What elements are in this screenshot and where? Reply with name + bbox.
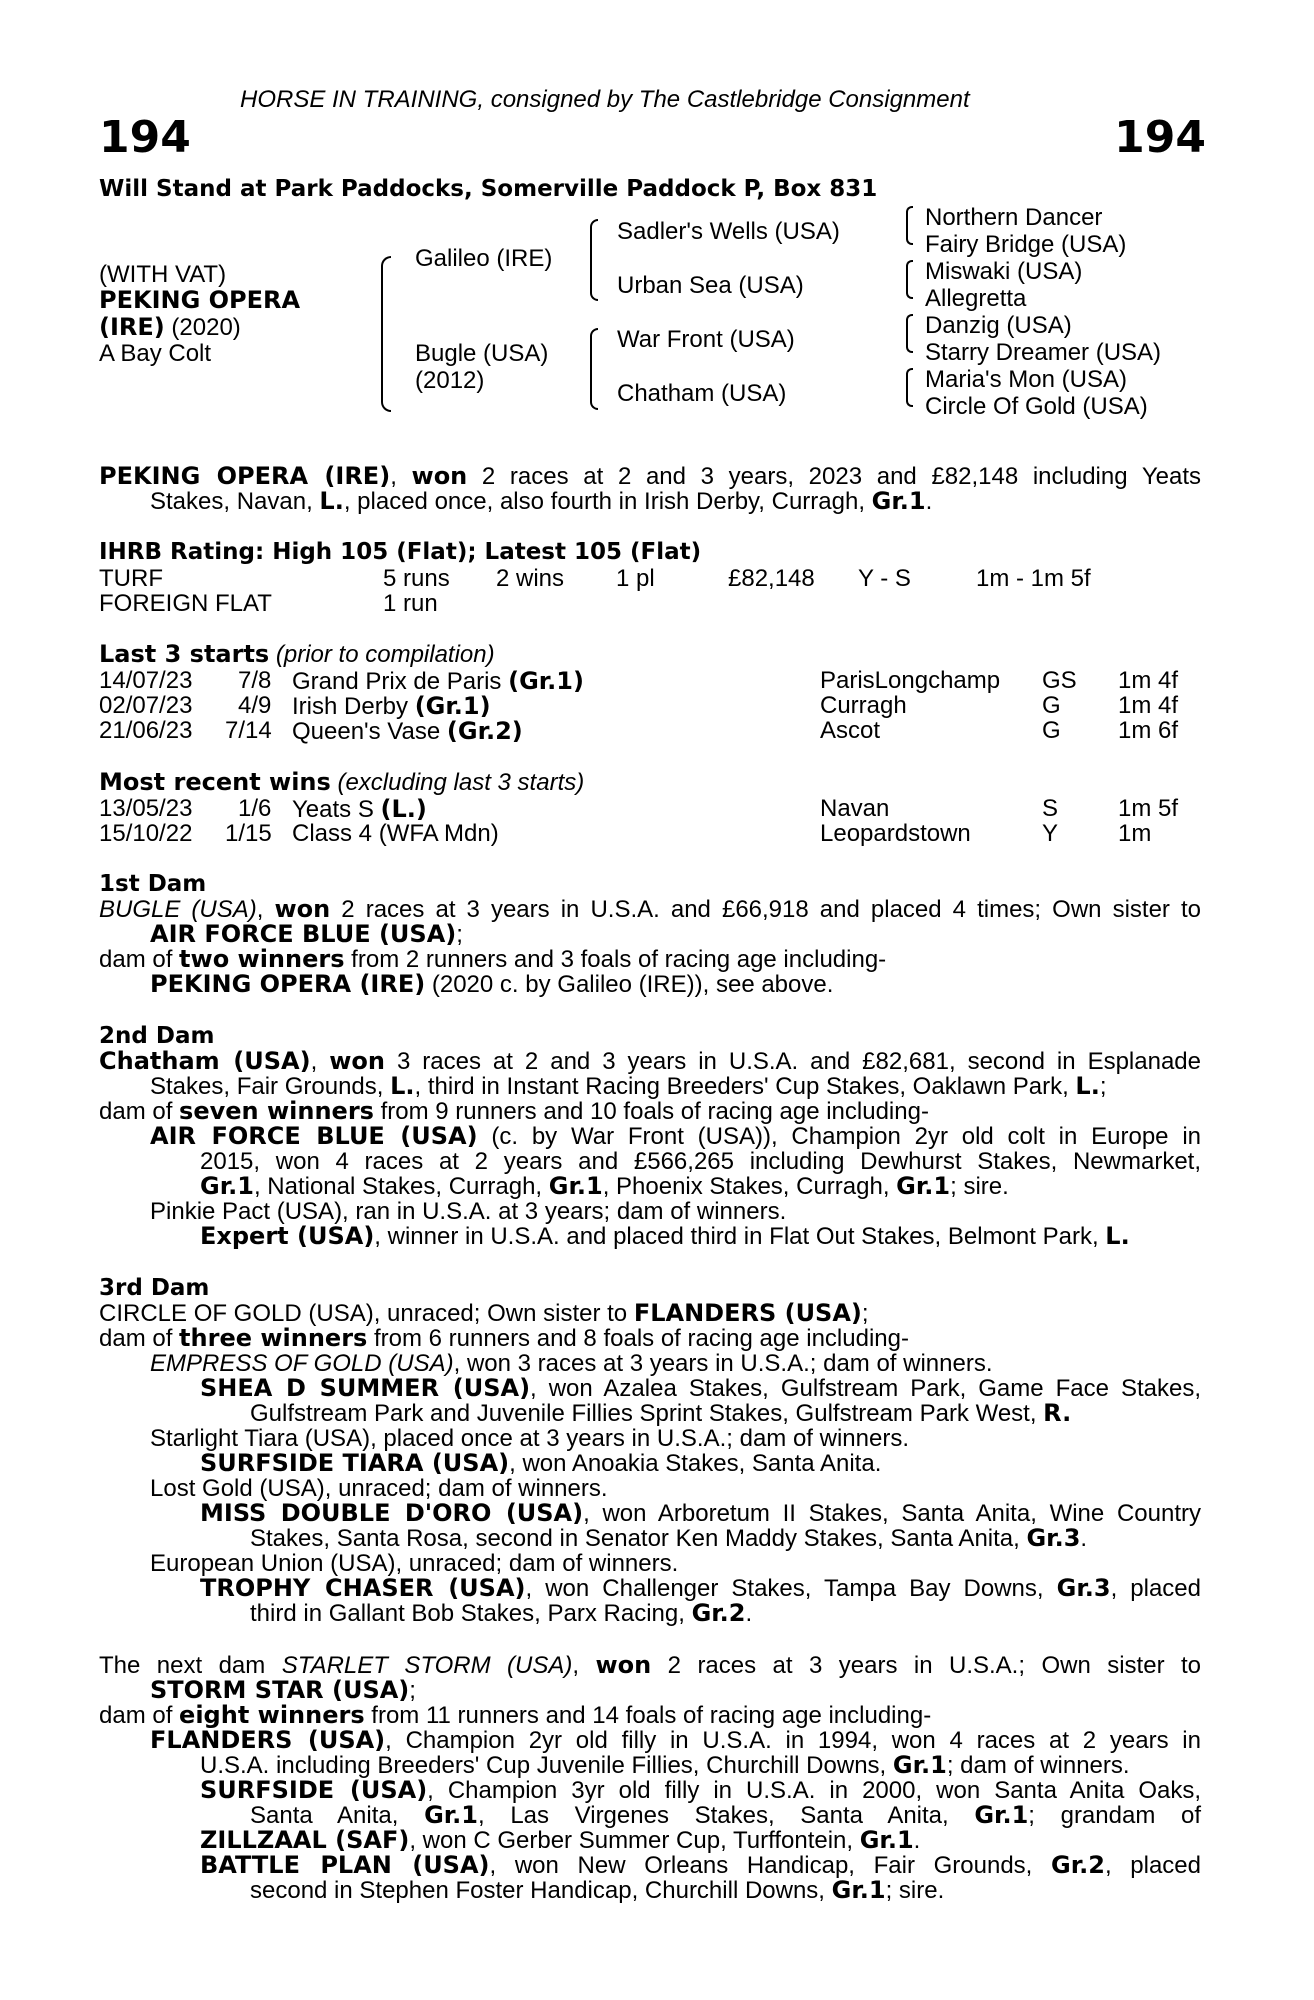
win-pos: 1/15	[225, 820, 272, 847]
dam3-line-10	[250, 1526, 1087, 1551]
rating-turf-wins: 2 wins	[496, 565, 565, 592]
dam1-line-3	[99, 947, 886, 972]
text: third in Gallant Bob Stakes, Parx Racing,	[250, 1600, 692, 1627]
rating-turf-going: Y - S	[858, 565, 911, 592]
winners-count: eight winners	[179, 1701, 365, 1729]
next-dam-line-2	[150, 1678, 416, 1703]
pedigree-gen3-7: Maria's Mon (USA)	[925, 366, 1127, 393]
next-dam-line-1	[99, 1653, 1201, 1678]
win-dist: 1m 5f	[1118, 795, 1179, 822]
rating-foreign-label: FOREIGN FLAT	[99, 590, 272, 617]
text: CIRCLE OF GOLD (USA), unraced; Own sister to	[99, 1300, 634, 1327]
bracket-dam	[590, 328, 598, 410]
text: dam of	[99, 1098, 180, 1125]
race-grade: (Gr.2)	[446, 717, 523, 745]
dam3-title: 3rd Dam	[99, 1275, 210, 1301]
win-race: Class 4 (WFA Mdn)	[292, 820, 499, 847]
consignment-line: HORSE IN TRAINING, consigned by The Castlebridge Consignment	[240, 86, 970, 113]
last3-going: G	[1042, 692, 1061, 719]
text: ;	[409, 1677, 416, 1704]
pedigree-gen2-4: Chatham (USA)	[617, 380, 787, 407]
race-name: Yeats S	[292, 796, 381, 823]
dam-name: STARLET STORM (USA)	[281, 1652, 573, 1679]
race-grade: (Gr.1)	[414, 692, 491, 720]
progeny-name: ZILLZAAL (SAF)	[200, 1826, 410, 1854]
summary-line-2	[150, 489, 932, 514]
last3-race	[292, 717, 523, 746]
text: ,	[256, 896, 275, 923]
pedigree-sire: Galileo (IRE)	[415, 245, 553, 272]
pedigree-gen3-2: Fairy Bridge (USA)	[925, 231, 1127, 258]
race-name: Irish Derby	[292, 693, 415, 720]
pedigree-gen2-3: War Front (USA)	[617, 326, 795, 353]
progeny-name: SURFSIDE TIARA (USA)	[200, 1449, 510, 1477]
grade-mark: Gr.1	[896, 1172, 951, 1200]
recent-wins-title	[99, 770, 584, 795]
stand-location: Will Stand at Park Paddocks, Somerville Paddock P, Box 831	[99, 176, 878, 202]
dam3-line-9	[200, 1501, 1201, 1526]
progeny-name: Expert (USA)	[200, 1222, 375, 1250]
grade-mark: Gr.2	[691, 1599, 746, 1627]
bracket-gen1	[381, 256, 391, 412]
dam2-line-4	[150, 1124, 1201, 1149]
dam3-line-3	[150, 1351, 993, 1376]
horse-year: (2020)	[164, 314, 241, 341]
text: , won Anoakia Stakes, Santa Anita.	[509, 1450, 882, 1477]
summary-horse-name: PEKING OPERA (IRE)	[99, 462, 391, 490]
win-course: Leopardstown	[820, 820, 971, 847]
text: , Phoenix Stakes, Curragh,	[602, 1173, 897, 1200]
last3-dist: 1m 4f	[1118, 667, 1179, 694]
next-dam-line-6	[200, 1778, 1201, 1803]
last3-going: G	[1042, 717, 1061, 744]
progeny-name: PEKING OPERA (IRE)	[150, 970, 426, 998]
bracket-g3-2	[906, 260, 913, 299]
summary-won: won	[411, 462, 468, 490]
summary-line-1: PEKING OPERA (IRE), won 2 races at 2 and 3 years, 2023 and £82,148 including Yeats	[99, 462, 1201, 490]
last3-date: 21/06/23	[99, 717, 193, 744]
progeny-name: BATTLE PLAN (USA)	[200, 1851, 490, 1879]
text: dam of	[99, 1702, 180, 1729]
dam3-line-8: Lost Gold (USA), unraced; dam of winners.	[150, 1475, 608, 1502]
dam2-line-1	[99, 1049, 1201, 1074]
dam2-line-3	[99, 1099, 929, 1124]
summary-text: , placed once, also fourth in Irish Derby, Curragh,	[343, 488, 872, 515]
win-dist: 1m	[1118, 820, 1152, 847]
summary-text: .	[925, 488, 933, 515]
rating-turf-dist: 1m - 1m 5f	[976, 565, 1091, 592]
dam3-line-12	[200, 1576, 1201, 1601]
text: , won Azalea Stakes, Gulfstream Park, Game Face Stakes,	[530, 1375, 1202, 1402]
text: ; sire.	[950, 1173, 1009, 1200]
sibling-name: STORM STAR (USA)	[150, 1676, 410, 1704]
dam3-line-2	[99, 1326, 909, 1351]
text: (c. by War Front (USA)), Champion 2yr old colt in Europe in	[477, 1123, 1201, 1150]
grade-mark: R.	[1043, 1399, 1072, 1427]
pedigree-gen2-1: Sadler's Wells (USA)	[617, 218, 840, 245]
text: ,	[310, 1048, 330, 1075]
text: , Champion 3yr old filly in U.S.A. in 2000, won Santa Anita Oaks,	[427, 1777, 1201, 1804]
text: ;	[1099, 1073, 1107, 1100]
recent-wins-heading: Most recent wins	[99, 768, 331, 796]
winners-count: two winners	[179, 945, 345, 973]
grade-mark: Gr.1	[200, 1172, 254, 1200]
win-date: 13/05/23	[99, 795, 193, 822]
text: , won Arboretum II Stakes, Santa Anita, Wine Country	[583, 1500, 1201, 1527]
grade-mark: Gr.1	[831, 1876, 886, 1904]
bracket-g3-4	[906, 368, 913, 407]
sibling-name: AIR FORCE BLUE (USA)	[150, 920, 457, 948]
grade-mark: Gr.3	[1026, 1524, 1081, 1552]
text: , placed	[1110, 1575, 1201, 1602]
horse-country-year	[99, 313, 241, 342]
progeny-name: EMPRESS OF GOLD (USA)	[150, 1350, 454, 1377]
pedigree-gen3-6: Starry Dreamer (USA)	[925, 339, 1162, 366]
text: from 11 runners and 14 foals of racing age including-	[364, 1702, 932, 1729]
text: , National Stakes, Curragh,	[253, 1173, 549, 1200]
won-mark: won	[595, 1651, 652, 1679]
text: , won 3 races at 3 years in U.S.A.; dam of winners.	[453, 1350, 993, 1377]
text: , won New Orleans Handicap, Fair Grounds,	[489, 1852, 1051, 1879]
rating-turf-runs: 5 runs	[383, 565, 450, 592]
pedigree-gen2-2: Urban Sea (USA)	[617, 272, 804, 299]
last3-date: 14/07/23	[99, 667, 193, 694]
grade-mark: Gr.1	[548, 1172, 603, 1200]
dam2-line-6	[200, 1174, 1009, 1199]
text: U.S.A. including Breeders' Cup Juvenile Fillies, Churchill Downs,	[200, 1752, 893, 1779]
dam3-line-13	[250, 1601, 752, 1626]
won-mark: won	[274, 895, 331, 923]
dam2-line-5: 2015, won 4 races at 2 years and £566,265 including Dewhurst Stakes, Newmarket,	[200, 1148, 1201, 1175]
race-grade: (Gr.1)	[508, 667, 584, 695]
text: Stakes, Fair Grounds,	[150, 1073, 391, 1100]
text: , won C Gerber Summer Cup, Turffontein,	[409, 1827, 860, 1854]
dam2-line-8	[200, 1224, 1130, 1249]
pedigree-dam-year: (2012)	[415, 367, 485, 394]
text: 2 races at 3 years in U.S.A. and £66,918 and placed 4 times; Own sister to	[330, 896, 1201, 923]
text: The next dam	[99, 1652, 282, 1679]
next-dam-line-8	[200, 1828, 920, 1853]
grade-mark: Gr.1	[892, 1751, 947, 1779]
grade-mark: L.	[390, 1072, 415, 1100]
last3-dist: 1m 6f	[1118, 717, 1179, 744]
winners-count: three winners	[179, 1324, 368, 1352]
pedigree-gen3-4: Allegretta	[925, 285, 1027, 312]
text: Santa Anita,	[250, 1802, 425, 1829]
text: ;	[861, 1300, 869, 1327]
won-mark: won	[329, 1047, 385, 1075]
win-date: 15/10/22	[99, 820, 193, 847]
text: from 9 runners and 10 foals of racing age including-	[373, 1098, 929, 1125]
dam3-line-4	[200, 1376, 1201, 1401]
text: ; sire.	[885, 1877, 945, 1904]
bracket-g3-1	[906, 206, 913, 245]
text: , placed	[1104, 1852, 1201, 1879]
dam2-line-2	[150, 1074, 1107, 1099]
dam1-line-4	[150, 972, 833, 997]
last3-going: GS	[1042, 667, 1077, 694]
win-going: Y	[1042, 820, 1059, 847]
text: , winner in U.S.A. and placed third in Flat Out Stakes, Belmont Park,	[374, 1223, 1106, 1250]
progeny-name: MISS DOUBLE D'ORO (USA)	[200, 1499, 584, 1527]
pedigree-dam: Bugle (USA)	[415, 340, 549, 367]
next-dam-line-9	[200, 1853, 1201, 1878]
dam-name: BUGLE (USA)	[99, 896, 257, 923]
last3-course: Ascot	[820, 717, 881, 744]
win-going: S	[1042, 795, 1059, 822]
last3-course: Curragh	[820, 692, 907, 719]
race-grade: (L.)	[380, 795, 427, 823]
sibling-name: FLANDERS (USA)	[633, 1299, 862, 1327]
text: dam of	[99, 1325, 180, 1352]
dam-name: Chatham (USA)	[99, 1047, 311, 1075]
text: Stakes, Santa Rosa, second in Senator Ken Maddy Stakes, Santa Anita,	[250, 1525, 1027, 1552]
text: second in Stephen Foster Handicap, Churchill Downs,	[250, 1877, 832, 1904]
grade-mark: L.	[1105, 1222, 1130, 1250]
progeny-name: AIR FORCE BLUE (USA)	[150, 1122, 478, 1150]
grade-mark: Gr.1	[871, 487, 926, 515]
rating-title: IHRB Rating: High 105 (Flat); Latest 105 (Flat)	[99, 539, 702, 565]
text: , won Challenger Stakes, Tampa Bay Downs,	[525, 1575, 1057, 1602]
dam3-line-6: Starlight Tiara (USA), placed once at 3 years in U.S.A.; dam of winners.	[150, 1425, 909, 1452]
dam3-line-1	[99, 1301, 869, 1326]
rating-turf-prize: £82,148	[728, 565, 815, 592]
bracket-sire	[590, 219, 598, 301]
dam3-line-5	[250, 1401, 1071, 1426]
race-name: Grand Prix de Paris	[292, 668, 509, 695]
text: ;	[456, 921, 463, 948]
text: .	[1080, 1525, 1088, 1552]
pedigree-gen3-8: Circle Of Gold (USA)	[925, 393, 1148, 420]
dam1-line-2	[150, 922, 463, 947]
pedigree-gen3-1: Northern Dancer	[925, 204, 1103, 231]
text: , Champion 2yr old filly in U.S.A. in 1994, won 4 races at 2 years in	[385, 1727, 1201, 1754]
rating-turf-label: TURF	[99, 565, 163, 592]
dam3-line-7	[200, 1451, 881, 1476]
last3-date: 02/07/23	[99, 692, 193, 719]
text: , third in Instant Racing Breeders' Cup Stakes, Oaklawn Park,	[414, 1073, 1076, 1100]
rating-turf-placed: 1 pl	[616, 565, 655, 592]
vat-note: (WITH VAT)	[99, 261, 227, 288]
lot-number-left: 194	[99, 112, 191, 163]
text: .	[913, 1827, 921, 1854]
dam3-line-11: European Union (USA), unraced; dam of winners.	[150, 1550, 679, 1577]
grade-mark: Gr.3	[1056, 1574, 1111, 1602]
lot-number-right: 194	[1114, 112, 1206, 163]
pedigree-gen3-3: Miswaki (USA)	[925, 258, 1083, 285]
last3-pos: 7/14	[225, 717, 272, 744]
text: from 6 runners and 8 foals of racing age including-	[367, 1325, 909, 1352]
summary-text: Stakes, Navan,	[150, 488, 320, 515]
dam2-title: 2nd Dam	[99, 1023, 215, 1049]
horse-country: (IRE)	[99, 313, 165, 341]
winners-count: seven winners	[179, 1097, 374, 1125]
last3-pos: 7/8	[238, 667, 272, 694]
text: 2 races at 3 years in U.S.A.; Own sister to	[651, 1652, 1202, 1679]
next-dam-line-10	[250, 1878, 944, 1903]
next-dam-line-4	[150, 1728, 1201, 1753]
text: .	[745, 1600, 753, 1627]
last3-title	[99, 642, 495, 667]
grade-mark: Gr.1	[974, 1801, 1029, 1829]
race-name: Queen's Vase	[292, 718, 447, 745]
text: , Las Virgenes Stakes, Santa Anita,	[478, 1802, 975, 1829]
text: (2020 c. by Galileo (IRE)), see above.	[425, 971, 834, 998]
text: Gulfstream Park and Juvenile Fillies Sprint Stakes, Gulfstream Park West,	[250, 1400, 1044, 1427]
last3-course: ParisLongchamp	[820, 667, 1001, 694]
grade-mark: Gr.2	[1051, 1851, 1105, 1879]
rating-foreign-runs: 1 run	[383, 590, 438, 617]
summary-text: 2 races at 2 and 3 years, 2023 and £82,148 including Yeats	[467, 463, 1201, 490]
grade-mark: Gr.1	[424, 1801, 478, 1829]
horse-description: A Bay Colt	[99, 340, 212, 367]
text: 3 races at 2 and 3 years in U.S.A. and £82,681, second in Esplanade	[385, 1048, 1202, 1075]
progeny-name: SURFSIDE (USA)	[200, 1776, 428, 1804]
next-dam-line-5	[200, 1753, 1130, 1778]
grade-mark: L.	[1075, 1072, 1100, 1100]
grade-mark: L.	[319, 487, 344, 515]
win-course: Navan	[820, 795, 890, 822]
next-dam-line-3	[99, 1703, 931, 1728]
last3-dist: 1m 4f	[1118, 692, 1179, 719]
text: dam of	[99, 946, 180, 973]
pedigree-gen3-5: Danzig (USA)	[925, 312, 1072, 339]
progeny-name: SHEA D SUMMER (USA)	[200, 1374, 531, 1402]
text: from 2 runners and 3 foals of racing age including-	[344, 946, 887, 973]
horse-name: PEKING OPERA	[99, 286, 301, 314]
win-pos: 1/6	[238, 795, 272, 822]
last3-note: (prior to compilation)	[269, 641, 495, 668]
dam1-line-1	[99, 897, 1201, 922]
last3-heading: Last 3 starts	[99, 640, 270, 668]
next-dam-line-7	[250, 1803, 1201, 1828]
last3-pos: 4/9	[238, 692, 272, 719]
grade-mark: Gr.1	[859, 1826, 914, 1854]
text: ,	[572, 1652, 596, 1679]
progeny-name: TROPHY CHASER (USA)	[200, 1574, 526, 1602]
dam1-title: 1st Dam	[99, 871, 207, 897]
recent-wins-note: (excluding last 3 starts)	[330, 769, 585, 796]
bracket-g3-3	[906, 314, 913, 353]
text: ; grandam of	[1028, 1802, 1201, 1829]
text: ; dam of winners.	[946, 1752, 1130, 1779]
progeny-name: FLANDERS (USA)	[150, 1726, 386, 1754]
dam2-line-7: Pinkie Pact (USA), ran in U.S.A. at 3 years; dam of winners.	[150, 1198, 787, 1225]
